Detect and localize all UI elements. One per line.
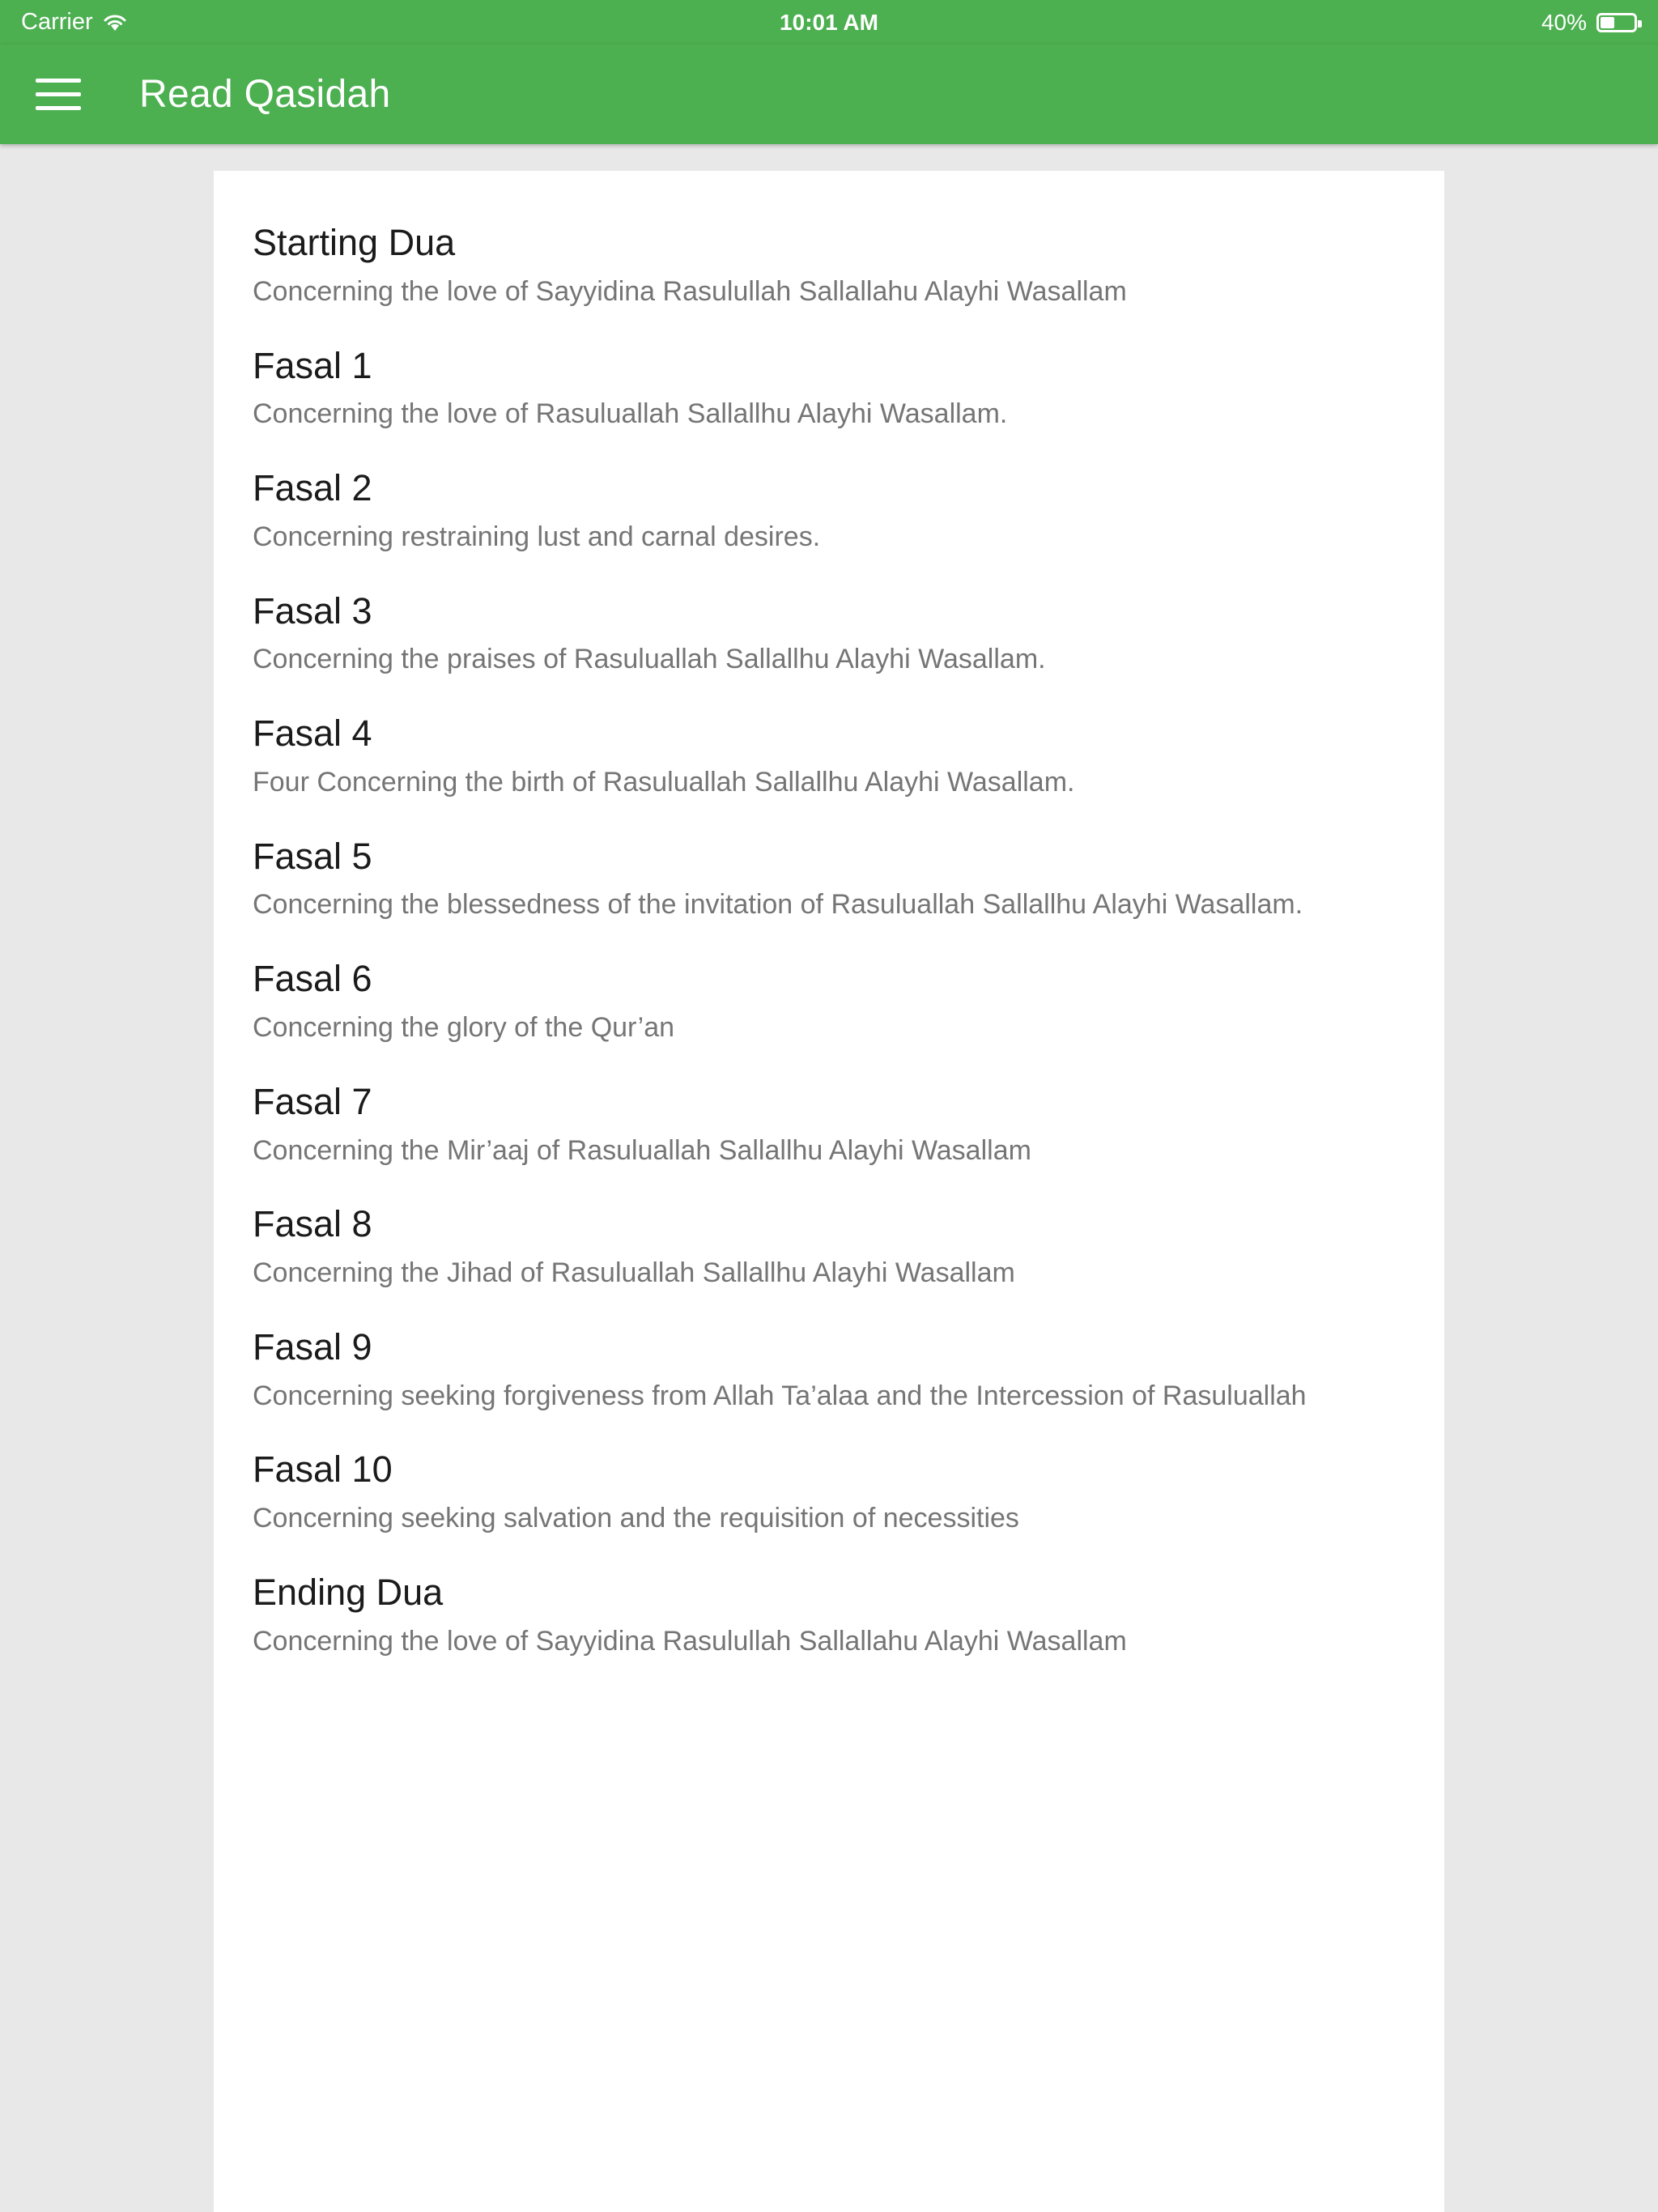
list-item[interactable] [214, 572, 1444, 695]
list-item-title: Starting Dua [253, 222, 456, 263]
list-item-subtitle: Concerning the glory of the Qur’an [253, 1012, 675, 1044]
list-item-subtitle: Concerning seeking salvation and the requisition of necessities [253, 1503, 1019, 1534]
list-item[interactable] [214, 1308, 1444, 1431]
hamburger-menu-icon[interactable] [36, 69, 87, 121]
qasidah-list-card [214, 171, 1444, 2212]
list-item[interactable] [214, 203, 1444, 326]
list-item[interactable] [214, 1430, 1444, 1553]
menu-bar-1 [36, 79, 81, 83]
list-item-subtitle: Concerning the Mir’aaj of Rasuluallah Sallallhu Alayhi Wasallam [253, 1134, 1031, 1166]
status-bar-right [1541, 10, 1637, 36]
list-item-subtitle: Concerning seeking forgiveness from Allah Ta’alaa and the Intercession of Rasuluallah [253, 1380, 1307, 1411]
content-area [0, 144, 1658, 2212]
page-title: Read Qasidah [139, 73, 391, 116]
list-item-title: Ending Dua [253, 1572, 444, 1614]
list-item[interactable] [214, 1062, 1444, 1185]
list-item-title: Fasal 2 [253, 467, 372, 509]
list-item-subtitle: Concerning the praises of Rasuluallah Sallallhu Alayhi Wasallam. [253, 644, 1046, 675]
menu-bar-3 [36, 106, 81, 110]
list-item-title: Fasal 10 [253, 1448, 393, 1491]
battery-icon [1596, 13, 1637, 32]
status-bar-left [21, 9, 127, 36]
list-item-title: Fasal 5 [253, 835, 372, 877]
list-item-title: Fasal 9 [253, 1325, 372, 1368]
list-item-subtitle: Concerning the love of Rasuluallah Sallallhu Alayhi Wasallam. [253, 398, 1008, 430]
status-bar [0, 0, 1658, 45]
list-item-subtitle: Concerning the blessedness of the invitation of Rasuluallah Sallallhu Alayhi Wasallam. [253, 889, 1303, 921]
list-item-subtitle: Concerning the love of Sayyidina Rasulullah Sallallahu Alayhi Wasallam [253, 1625, 1127, 1657]
list-item[interactable] [214, 939, 1444, 1062]
app-bar [0, 45, 1658, 144]
list-item-title: Fasal 4 [253, 713, 372, 755]
list-item[interactable] [214, 1553, 1444, 1676]
list-item-title: Fasal 8 [253, 1203, 372, 1245]
list-item-subtitle: Four Concerning the birth of Rasuluallah Sallallhu Alayhi Wasallam. [253, 766, 1075, 798]
list-item-subtitle: Concerning the love of Sayyidina Rasulullah Sallallahu Alayhi Wasallam [253, 275, 1127, 307]
wifi-icon [103, 13, 127, 32]
carrier-label: Carrier [21, 9, 93, 35]
menu-bar-2 [36, 92, 81, 96]
status-bar-time: 10:01 AM [780, 9, 878, 35]
list-item-title: Fasal 7 [253, 1080, 372, 1122]
list-item-title: Fasal 6 [253, 958, 372, 1000]
list-item-title: Fasal 1 [253, 344, 372, 386]
list-item[interactable] [214, 1185, 1444, 1308]
list-item[interactable] [214, 449, 1444, 572]
battery-fill [1601, 17, 1614, 28]
list-item[interactable] [214, 694, 1444, 817]
list-item[interactable] [214, 326, 1444, 449]
list-item-subtitle: Concerning the Jihad of Rasuluallah Sallallhu Alayhi Wasallam [253, 1257, 1015, 1289]
list-item[interactable] [214, 817, 1444, 940]
list-item-subtitle: Concerning restraining lust and carnal desires. [253, 521, 821, 552]
list-item-title: Fasal 3 [253, 589, 372, 632]
battery-percent-label: 40% [1541, 9, 1587, 35]
